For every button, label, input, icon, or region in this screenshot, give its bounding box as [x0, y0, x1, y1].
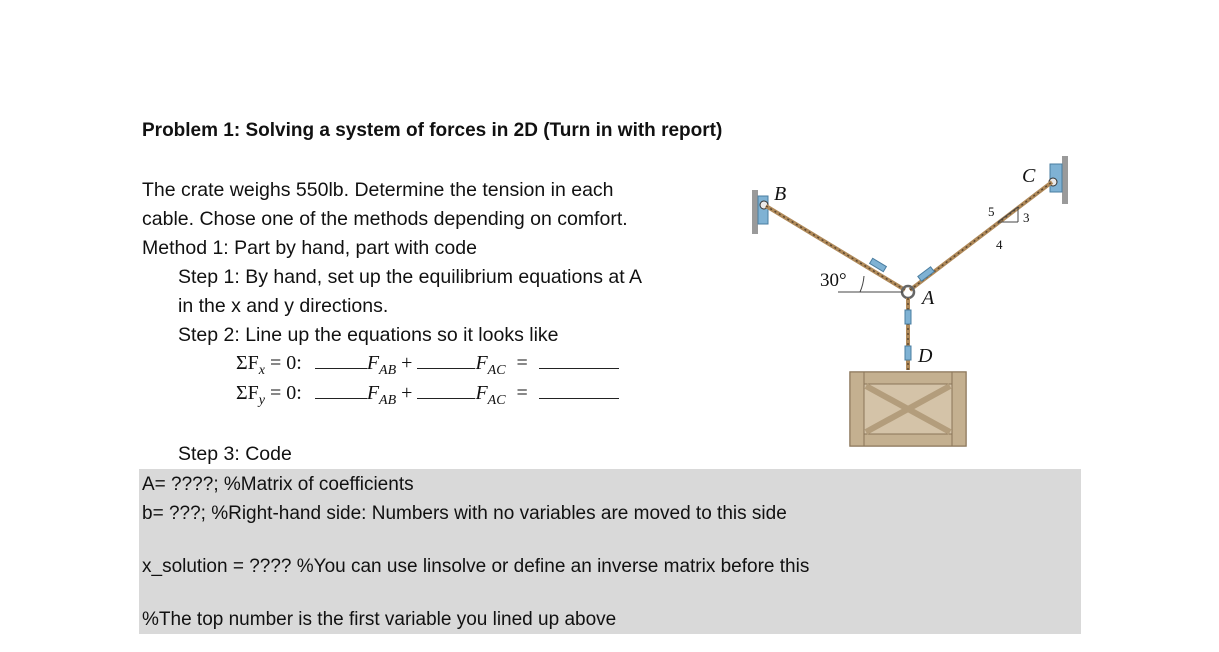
triangle-label-5: 5 [988, 204, 995, 219]
angle-arc [860, 276, 864, 292]
sigma-f: ΣF [236, 382, 259, 404]
force-variable: F [475, 382, 488, 404]
equals-sign: = [516, 352, 528, 374]
label-b: B [774, 183, 787, 205]
step1-line-1: Step 1: By hand, set up the equilibrium equations at A [178, 266, 642, 288]
equation-x [236, 352, 619, 379]
force-subscript: AB [379, 393, 397, 408]
label-c: C [1022, 165, 1036, 187]
plus-sign: + [401, 352, 413, 374]
turnbuckle-d [905, 346, 911, 360]
triangle-label-3: 3 [1023, 210, 1030, 225]
angle-label: 30° [820, 270, 847, 291]
equals-sign: = [516, 382, 528, 404]
force-subscript: AB [379, 363, 397, 378]
equation-y [236, 382, 619, 409]
code-line-solution: x_solution = ???? %You can use linsolve or define an inverse matrix before this [142, 556, 810, 577]
label-a: A [922, 287, 935, 309]
code-line-rhs: b= ???; %Right-hand side: Numbers with no variables are moved to this side [142, 503, 787, 524]
ring-a [902, 286, 914, 298]
code-block [139, 469, 1081, 634]
step2-text: Step 2: Line up the equations so it looks like [178, 324, 559, 346]
coefficient-blank [315, 367, 367, 369]
label-d: D [918, 345, 933, 367]
support-c [1049, 156, 1068, 204]
equals-zero: = 0: [269, 352, 302, 374]
force-variable: F [366, 352, 380, 374]
step3-text: Step 3: Code [178, 443, 292, 465]
force-variable: F [366, 382, 380, 404]
plus-sign: + [401, 382, 413, 404]
sigma-f: ΣF [236, 352, 259, 374]
slope-triangle [998, 207, 1018, 222]
axis-subscript: x [258, 363, 265, 378]
method-heading: Method 1: Part by hand, part with code [142, 237, 477, 259]
triangle-label-4: 4 [996, 237, 1003, 252]
cable-crate-figure [740, 150, 1070, 450]
intro-line-2: cable. Chose one of the methods depending on comfort. [142, 208, 628, 230]
coefficient-blank [417, 367, 475, 369]
step1-line-2: in the x and y directions. [178, 295, 389, 317]
intro-line-1: The crate weighs 550lb. Determine the tension in each [142, 179, 614, 201]
turnbuckle-ad [905, 310, 911, 324]
rhs-blank [539, 367, 619, 369]
crate [850, 372, 966, 446]
support-b [752, 190, 768, 234]
equals-zero: = 0: [269, 382, 302, 404]
force-subscript: AC [487, 393, 506, 408]
problem-title: Problem 1: Solving a system of forces in 2D (Turn in with report) [142, 120, 723, 141]
axis-subscript: y [258, 393, 265, 408]
rhs-blank [539, 397, 619, 399]
force-subscript: AC [487, 363, 506, 378]
force-variable: F [475, 352, 488, 374]
coefficient-blank [315, 397, 367, 399]
code-line-matrix: A= ????; %Matrix of coefficients [142, 474, 414, 495]
coefficient-blank [417, 397, 475, 399]
code-line-comment: %The top number is the first variable you lined up above [142, 609, 617, 630]
